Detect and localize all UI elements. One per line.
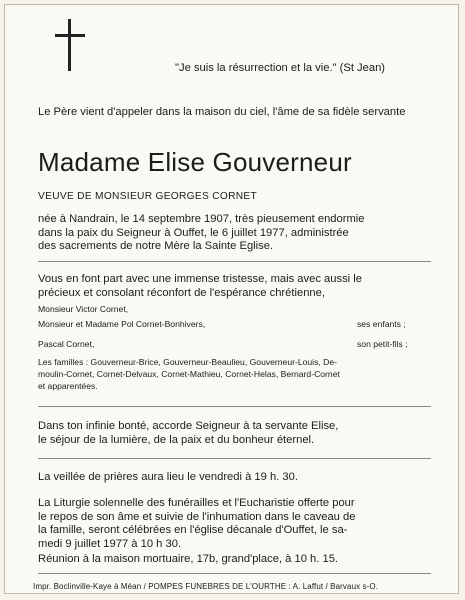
divider bbox=[38, 573, 431, 574]
vigil-text: La veillée de prières aura lieu le vendredi à 19 h. 30. bbox=[38, 471, 298, 483]
divider bbox=[38, 458, 431, 459]
child-name: Monsieur Victor Cornet, bbox=[38, 304, 129, 314]
deceased-name: Madame Elise Gouverneur bbox=[38, 147, 352, 177]
other-families: Les familles : Gouverneur-Brice, Gouverneur-Beaulieu, Gouverneur-Louis, De- moulin-Cornet, Cornet-Delvaux, Cornet-Mathieu, Cornet-Helas, Bernard-Cornet et apparentées. bbox=[38, 357, 340, 391]
grandchild-name: Pascal Cornet, bbox=[38, 339, 95, 349]
cross-icon bbox=[55, 19, 85, 71]
grandchild-label: son petit-fils ; bbox=[357, 339, 408, 349]
divider bbox=[38, 406, 431, 407]
death-notice-card bbox=[4, 4, 459, 594]
intro-text: Le Père vient d'appeler dans la maison du ciel, l'âme de sa fidèle servante bbox=[38, 106, 406, 118]
bible-quote: "Je suis la résurrection et la vie." (St Jean) bbox=[175, 62, 386, 74]
reunion-text: Réunion à la maison mortuaire, 17b, grand'place, à 10 h. 15. bbox=[38, 553, 339, 565]
notice-text: Vous en font part avec une immense tristesse, mais avec aussi le précieux et consolant réconfort de l'espérance chrétienne, bbox=[38, 273, 362, 299]
prayer-text: Dans ton infinie bonté, accorde Seigneur à ta servante Elise, le séjour de la lumière, de la paix et du bonheur éternel. bbox=[38, 420, 339, 446]
child-name: Monsieur et Madame Pol Cornet-Bonhivers, bbox=[38, 319, 206, 329]
widow-of: VEUVE DE MONSIEUR GEORGES CORNET bbox=[38, 191, 258, 202]
birth-death-text: née à Nandrain, le 14 septembre 1907, très pieusement endormie dans la paix du Seigneur à Ouffet, le 6 juillet 1977, administrée des sacrements de notre Mère la Sainte Eglise. bbox=[38, 213, 365, 253]
children-label: ses enfants ; bbox=[357, 319, 406, 329]
divider bbox=[38, 261, 431, 262]
liturgy-text: La Liturgie solennelle des funérailles et l'Eucharistie offerte pour le repos de son âme et suivie de l'inhumation dans le caveau de la famille, seront célébrées en l'église décanale d'Ouffet, le sa- medi 9 juillet 1977 à 10 h 30. bbox=[38, 497, 356, 550]
printer-footer: Impr. Boclinville-Kaye à Méan / POMPES FUNEBRES DE L'OURTHE : A. Laffut / Barvaux s-O. bbox=[33, 582, 379, 591]
